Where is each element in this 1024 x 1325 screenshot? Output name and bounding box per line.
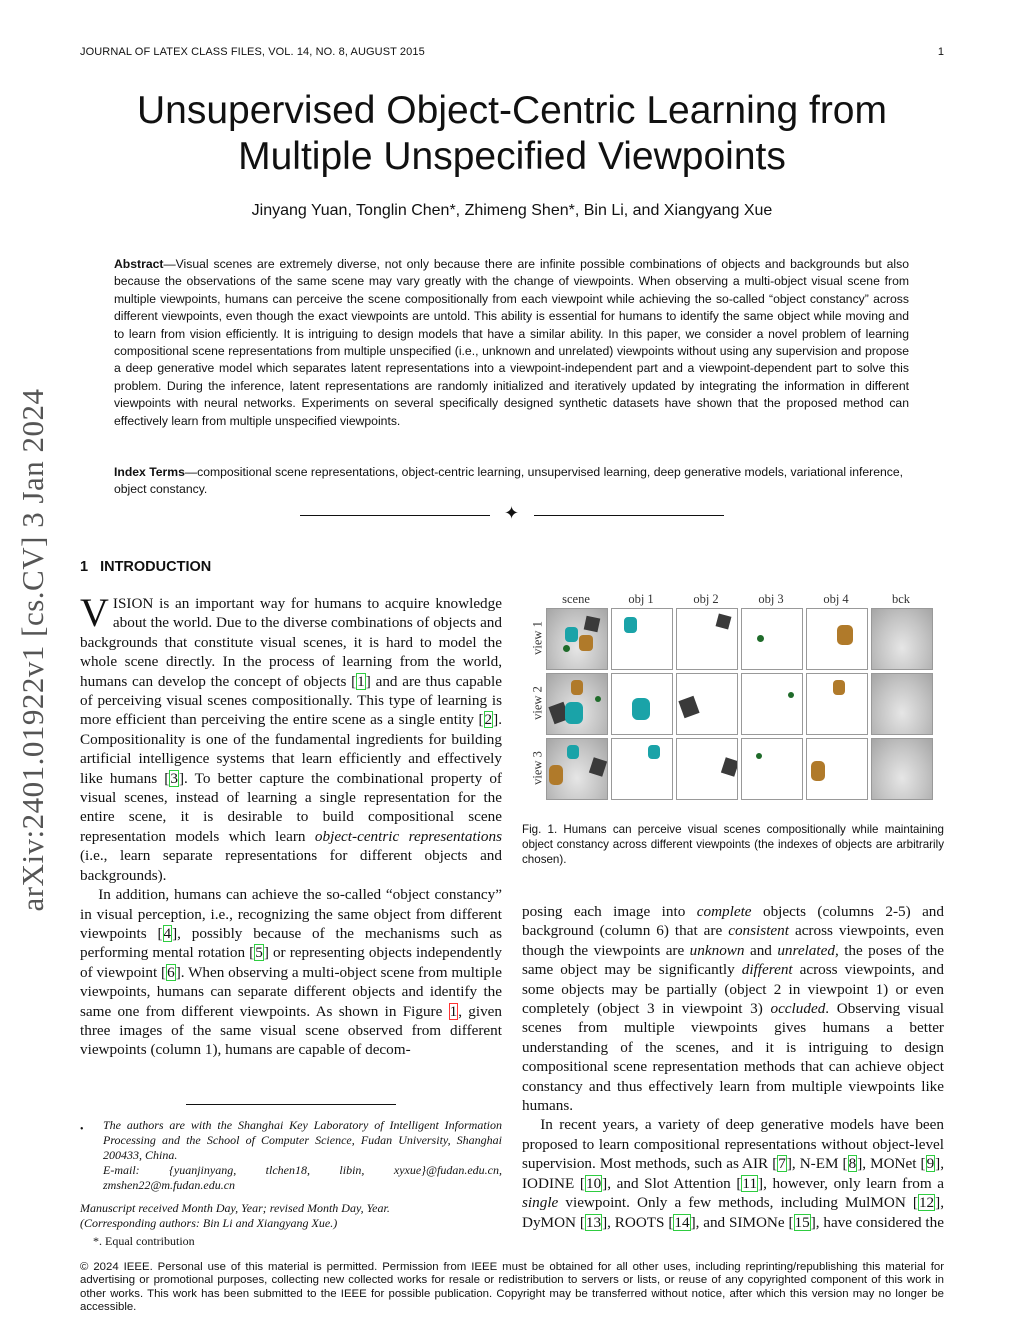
emphasis: unknown <box>689 941 745 959</box>
citation-link[interactable]: 14 <box>674 1213 690 1231</box>
col-header-obj1: obj 1 <box>628 592 654 606</box>
citation-link[interactable]: 15 <box>794 1213 810 1231</box>
cell-obj1-view3 <box>611 738 673 800</box>
citation-link[interactable]: 12 <box>918 1194 935 1212</box>
text-run: , have considered the <box>815 1213 944 1231</box>
citation-link[interactable]: 8 <box>848 1155 857 1173</box>
affiliation-text: The authors are with the Shanghai Key Laboratory of Intelligent Information Processing and the School of Computer Science, Fudan University, Shanghai 200433, China. <box>103 1118 502 1162</box>
intro-paragraph-3 <box>522 902 944 1115</box>
text-run: . To better capture the combinational property of visual scenes, instead of learning a single representation for the entire scene, it is desirable to build compositional scene representation models which learn <box>80 769 502 845</box>
cell-obj2-view3 <box>676 738 738 800</box>
index-terms-text: —compositional scene representations, object-centric learning, unsupervised learning, deep generative models, variational inference, object constancy. <box>114 465 904 497</box>
text-run: . Compositionality is one of the fundamental ingredients for building artificial intelligence systems that learn efficiently and effectively like humans <box>80 711 502 787</box>
row-label-text: view 2 <box>530 686 545 720</box>
text-run: . When observing a multi-object scene from multiple viewpoints, humans can separate different objects and identify the same one from different viewpoints. As shown in Figure <box>80 963 502 1020</box>
title-line-1: Unsupervised Object-Centric Learning from <box>137 89 887 132</box>
equal-contribution-note: *. Equal contribution <box>93 1234 195 1248</box>
text-run: posing each image into <box>522 903 697 920</box>
text-run: objects (columns 2-5) and background (column 6) that are <box>522 903 944 940</box>
text-run: across viewpoints, even though the viewpoints are <box>522 922 945 959</box>
citation-link[interactable]: 11 <box>742 1174 758 1192</box>
text-run: , possibly because of the mechanisms such as performing mental rotation <box>80 924 502 962</box>
emphasis: consistent <box>728 922 789 940</box>
row-label-view3 <box>528 738 548 798</box>
intro-paragraph-2: In addition, humans can achieve the so-called “object constancy” in visual perception, i.e., recognizing the same object from different viewpoints [4], possibly because of the mechanisms such as performing mental rotation [5] or representing objects independently of viewpoint [6]. When observing a multi-object scene from multiple viewpoints, humans can separate different objects and identify the same one from different viewpoints. As shown in Figure 1, given three images of the same visual scene observed from different viewpoints (column 1), humans are capable of decom- <box>80 886 502 1059</box>
text-run: In addition, humans can achieve the so-called “object constancy” in visual perception, i.e., recognizing the same object from different viewpoints <box>80 886 502 942</box>
text-run: (i.e., learn separate representations for different objects and backgrounds). <box>80 847 502 884</box>
cell-obj4-view1 <box>806 608 868 670</box>
emphasis: object-centric representations <box>314 827 502 845</box>
col-header-bck: bck <box>891 592 911 606</box>
intro-left-column <box>80 590 502 1060</box>
cell-scene-view3 <box>546 738 608 800</box>
row-label-view1 <box>528 608 548 668</box>
cell-obj3-view3 <box>741 738 803 800</box>
text-run: , given three images of the same visual scene observed from different viewpoints (column 1), humans are capable of decom- <box>80 1002 502 1059</box>
citation-link[interactable]: 13 <box>585 1213 602 1231</box>
col-header-obj2: obj 2 <box>693 592 719 606</box>
emphasis: complete <box>696 903 752 920</box>
citation-link[interactable]: 3 <box>170 769 178 787</box>
copyright-notice: © 2024 IEEE. Personal use of this material is permitted. Permission from IEEE must be obtained for all other uses, including reprinting/republishing this material for advertising or promotional purposes, collecting new collected works for resale or redistribution to servers or lists, or reuse of any copyrighted component of this work in other works. This work has been submitted to the IEEE for possible publication. Copyright may be transferred without notice, after which this version may no longer be accessible. <box>80 1261 944 1314</box>
section-divider <box>300 503 724 526</box>
text-run: and <box>744 941 778 959</box>
arxiv-stamp <box>2 370 64 930</box>
row-label-view2 <box>528 673 548 733</box>
citation-link[interactable]: 5 <box>255 944 263 962</box>
text-run: and are thus capable of perceiving visual scenes compositionally. This type of learning is more efficient than perceiving the entire scene as a single entity <box>80 672 502 729</box>
citation-link[interactable]: 7 <box>778 1155 786 1173</box>
section-number: 1 <box>80 559 89 575</box>
author-list: Jinyang Yuan, Tonglin Chen*, Zhimeng Shen*, Bin Li, and Xiangyang Xue <box>251 202 773 219</box>
text-run: , ROOTS <box>607 1213 669 1231</box>
text-run: is an important way for humans to acquire knowledge about the world. Due to the diverse combinations of objects and backgrounds that constitute visual scenes, it is hard to model the whole scene directly. In the process of learning from the world, humans can develop the concept of objects <box>80 595 502 690</box>
emphasis: unrelated <box>777 941 835 959</box>
running-head: JOURNAL OF LATEX CLASS FILES, VOL. 14, NO. 8, AUGUST 2015 <box>80 46 425 58</box>
intro-paragraph-4: In recent years, a variety of deep generative models have been proposed to learn compositional representations without object-level supervision. Most methods, such as AIR [7], N-EM [8], MONet [9], IODINE [10], and Slot Attention [11], however, only learn from a single viewpoint. Only a few methods, including MulMON [12], DyMON [13], ROOTS [14], and SIMONe [15], have considered the <box>522 1116 945 1231</box>
dropcap: V <box>80 590 109 635</box>
manuscript-text: Manuscript received Month Day, Year; revised Month Day, Year. <box>80 1201 390 1215</box>
cell-scene-view1 <box>546 608 608 670</box>
arxiv-stamp-text: arXiv:2401.01922v1 [cs.CV] 3 Jan 2024 <box>15 388 50 912</box>
row-label-text: view 3 <box>530 751 545 785</box>
emphasis: different <box>741 961 793 979</box>
text-run: , however, only learn from a <box>763 1174 944 1192</box>
cell-obj3-view1 <box>741 608 803 670</box>
manuscript-note <box>80 1201 502 1231</box>
text-run: , IODINE <box>522 1155 945 1192</box>
text-run: , DyMON <box>522 1194 944 1231</box>
email-text: E-mail: {yuanjinyang, tlchen18, libin, xyxue}@fudan.edu.cn, zmshen22@m.fudan.edu.cn <box>103 1163 502 1192</box>
cell-bck-view2 <box>871 673 933 735</box>
paper-title <box>0 88 1024 180</box>
text-run: In recent years, a variety of deep generative models have been proposed to learn compositional representations without object-level supervision. Most methods, such as AIR <box>522 1116 944 1173</box>
smallcaps-word: ISION <box>112 595 154 612</box>
cell-bck-view3 <box>871 738 933 800</box>
row-label-text: view 1 <box>530 621 545 655</box>
abstract-text: —Visual scenes are extremely diverse, not only because there are infinite possible combinations of objects and backgrounds but also because the observations of the same scene may vary greatly with the change of viewpoints. When observing a multi-object visual scene from multiple viewpoints, humans can perceive the scene compositionally from each viewpoint while achieving the so-called “object constancy” across different viewpoints, even though the exact viewpoints are untold. This ability is essential for humans to identify the same object while moving and to learn from vision efficiently. It is intriguing to design models that have a similar ability. In this paper, we consider a novel problem of learning compositional scene representations from multiple unspecified (i.e., unknown and unrelated) viewpoints without using any supervision and propose a deep generative model which separates latent representations into a viewpoint-independent part and a viewpoint-dependent part to solve this problem. During the inference, latent representations are randomly initialized and iteratively updated by integrating the information in different viewpoints with neural networks. Experiments on several specifically designed synthetic datasets have shown that the proposed method can effectively learn from multiple unspecified viewpoints. <box>114 257 909 428</box>
text-run: or representing objects independently of viewpoint <box>80 944 502 981</box>
corresponding-text: (Corresponding authors: Bin Li and Xiangyang Xue.) <box>80 1216 338 1230</box>
cell-bck-view1 <box>871 608 933 670</box>
col-header-obj4: obj 4 <box>823 592 849 606</box>
cell-obj1-view1 <box>611 608 673 670</box>
abstract <box>114 256 909 430</box>
citation-link[interactable]: 10 <box>585 1174 602 1192</box>
text-run: , and SIMONe <box>695 1213 789 1231</box>
intro-paragraph-1: VISION is an important way for humans to acquire knowledge about the world. Due to the diverse combinations of objects and backgrounds that constitute visual scenes, it is hard to model the whole scene directly. In the process of learning from the world, humans can develop the concept of objects [1] and are thus capable of perceiving visual scenes compositionally. This type of learning is more efficient than perceiving the entire scene as a single entity [2]. Compositionality is one of the fundamental ingredients for building artificial intelligence systems that learn efficiently and effectively like humans [3]. To better capture the combinational property of visual scenes, instead of learning a single representation for the entire scene, it is desirable to build compositional scene representation models which learn object-centric representations (i.e., learn separate representations for different objects and backgrounds). <box>80 590 502 884</box>
abstract-label: Abstract <box>114 257 164 271</box>
divider-star-icon: ✦ <box>504 503 520 523</box>
figure-1 <box>532 592 942 810</box>
page-number: 1 <box>937 46 944 58</box>
cell-obj4-view3 <box>806 738 868 800</box>
index-terms-label: Index Terms <box>114 465 185 479</box>
text-run: , and Slot Attention <box>607 1174 737 1192</box>
col-header-scene: scene <box>562 592 590 606</box>
title-line-2: Multiple Unspecified Viewpoints <box>238 135 786 178</box>
text-run: across viewpoints, and some objects may be partially (object 2 in viewpoint 1) or even completely (object 3 in viewpoint 3) <box>522 961 944 1018</box>
text-run: , N-EM <box>791 1155 843 1173</box>
citation-link[interactable]: 2 <box>484 711 493 729</box>
footnote-rule <box>186 1104 396 1105</box>
cell-obj3-view2 <box>741 673 803 735</box>
intro-right-column <box>522 902 944 1232</box>
footnotes <box>80 1118 502 1249</box>
citation-link[interactable]: 1 <box>357 672 365 690</box>
text-run: viewpoint. Only a few methods, including MulMON <box>558 1194 913 1212</box>
citation-link[interactable]: 9 <box>926 1155 935 1173</box>
cell-obj4-view2 <box>806 673 868 735</box>
bullet-icon: • <box>80 1124 84 1135</box>
cell-obj1-view2 <box>611 673 673 735</box>
section-title: INTRODUCTION <box>100 559 212 575</box>
emphasis: occluded <box>770 1000 826 1018</box>
text-run: . Observing visual scenes from multiple viewpoints gives humans a better understanding of the scenes, and it is intriguing to design compositional scene representation methods that can achieve object constancy and thus effectively learn from multiple viewpoints like humans. <box>522 1000 944 1115</box>
affiliation-note <box>103 1118 502 1193</box>
figure-caption: Fig. 1. Humans can perceive visual scenes compositionally while maintaining object constancy across different viewpoints (the indexes of objects are arbitrarily chosen). <box>522 823 944 866</box>
section-heading <box>80 559 211 575</box>
text-run: , MONet <box>862 1155 921 1173</box>
cell-obj2-view2 <box>676 673 738 735</box>
text-run: , the poses of the same object may be significantly <box>522 941 944 979</box>
citation-link[interactable]: 6 <box>167 963 175 981</box>
col-header-obj3: obj 3 <box>758 592 784 606</box>
emphasis: single <box>522 1194 559 1212</box>
citation-link[interactable]: 4 <box>163 924 172 942</box>
cell-scene-view2 <box>546 673 608 735</box>
cell-obj2-view1 <box>676 608 738 670</box>
figure-link[interactable]: 1 <box>449 1002 458 1020</box>
index-terms <box>114 464 909 499</box>
